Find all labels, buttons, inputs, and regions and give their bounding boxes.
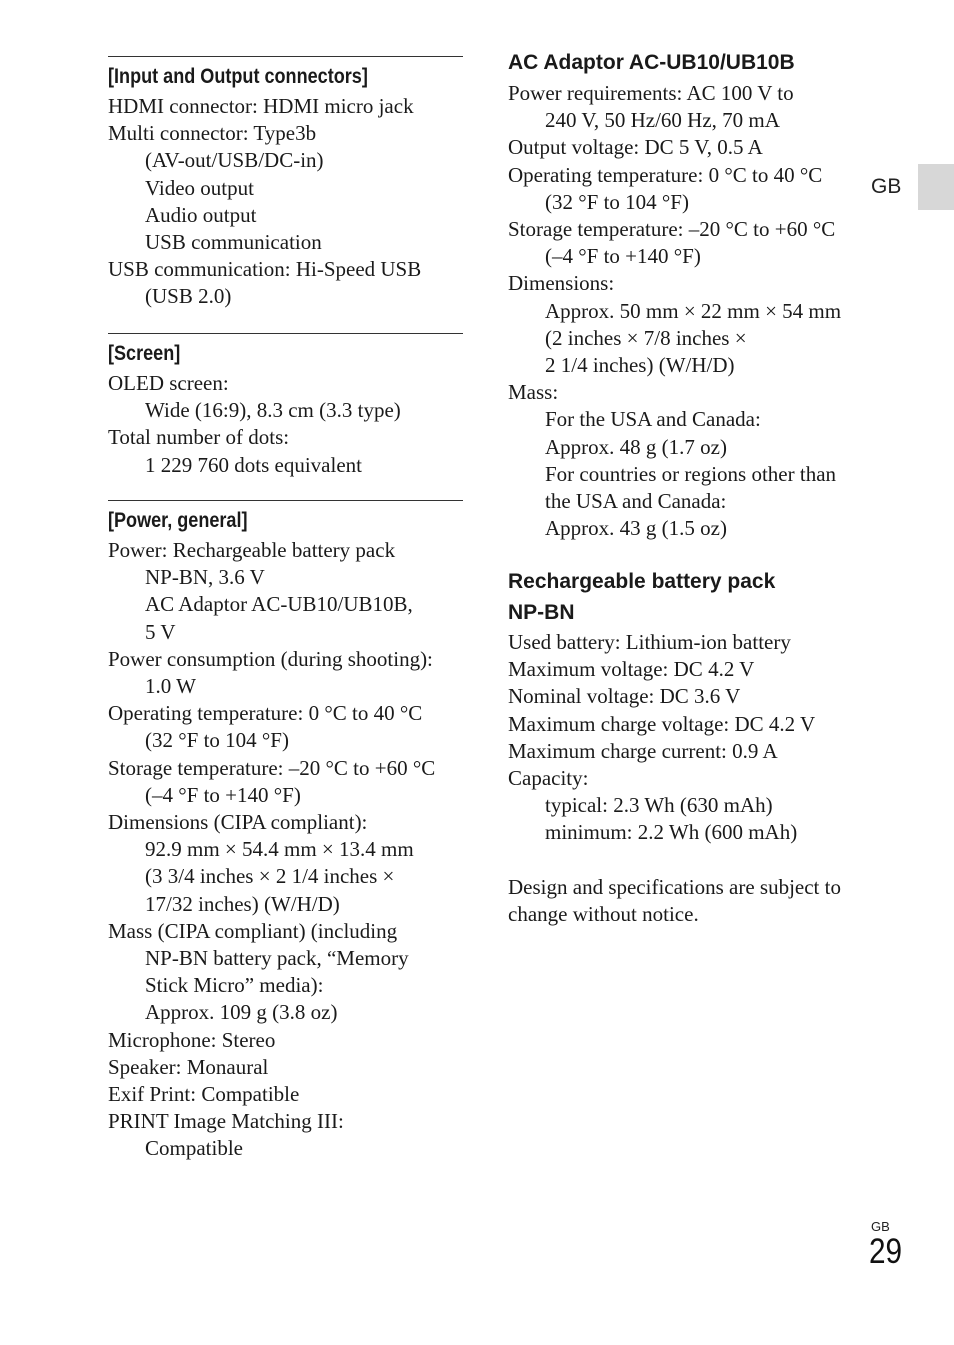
spec-line: Power requirements: AC 100 V to	[508, 81, 794, 105]
spec-line: Maximum charge voltage: DC 4.2 V	[508, 711, 816, 736]
spec-line: NP-BN battery pack, “Memory	[145, 946, 409, 971]
spec-line: Wide (16:9), 8.3 cm (3.3 type)	[145, 398, 401, 423]
section-heading-screen: [Screen]	[108, 342, 181, 365]
spec-line: Video output	[145, 175, 254, 200]
spec-line: Operating temperature: 0 °C to 40 °C	[508, 162, 823, 187]
spec-line: Approx. 43 g (1.5 oz)	[545, 516, 727, 541]
spec-line: Total number of dots:	[108, 425, 290, 450]
side-tab-label: GB	[871, 175, 902, 198]
spec-line: (2 inches × 7/8 inches ×	[545, 325, 747, 350]
section-heading-power-general: [Power, general]	[108, 509, 248, 532]
spec-line: Multi connector: Type3b	[108, 121, 317, 146]
input-output-section	[108, 56, 463, 311]
side-tab-marker	[918, 164, 954, 210]
spec-line: Speaker: Monaural	[108, 1054, 269, 1079]
spec-line: Maximum voltage: DC 4.2 V	[508, 657, 755, 682]
spec-line: 17/32 inches) (W/H/D)	[145, 891, 340, 916]
spec-line: Approx. 50 mm × 22 mm × 54 mm	[545, 298, 842, 323]
spec-line: Nominal voltage: DC 3.6 V	[508, 684, 741, 709]
spec-line: HDMI connector: HDMI micro jack	[108, 94, 414, 118]
spec-line: 92.9 mm × 54.4 mm × 13.4 mm	[145, 837, 414, 862]
notice-lines	[508, 874, 841, 928]
power-general-lines	[108, 537, 463, 1163]
spec-line: Microphone: Stereo	[108, 1027, 276, 1052]
spec-line: Used battery: Lithium-ion battery	[508, 630, 791, 654]
spec-line: NP-BN, 3.6 V	[145, 565, 265, 590]
footer-language: GB	[871, 1219, 890, 1234]
spec-line: typical: 2.3 Wh (630 mAh)	[545, 793, 773, 818]
spec-line: Exif Print: Compatible	[108, 1082, 300, 1107]
spec-line: Design and specifications are subject to	[508, 875, 841, 899]
ac-adaptor-lines	[508, 80, 841, 542]
spec-line: OLED screen:	[108, 371, 229, 395]
spec-line: Dimensions:	[508, 271, 615, 296]
section-heading-battery: Rechargeable battery pack	[508, 570, 776, 593]
spec-line: For countries or regions other than	[545, 461, 837, 486]
spec-line: Output voltage: DC 5 V, 0.5 A	[508, 135, 763, 160]
spec-line: Approx. 48 g (1.7 oz)	[545, 434, 727, 459]
spec-line: Maximum charge current: 0.9 A	[508, 738, 778, 763]
spec-line: For the USA and Canada:	[545, 407, 761, 432]
spec-line: 2 1/4 inches) (W/H/D)	[545, 353, 735, 378]
spec-line: 240 V, 50 Hz/60 Hz, 70 mA	[545, 108, 780, 133]
section-heading-input-output: [Input and Output connectors]	[108, 65, 368, 88]
section-heading-ac-adaptor: AC Adaptor AC-UB10/UB10B	[508, 51, 795, 74]
spec-line: Audio output	[145, 202, 257, 227]
spec-line: the USA and Canada:	[545, 489, 727, 514]
spec-line: AC Adaptor AC-UB10/UB10B,	[145, 592, 413, 617]
spec-line: Stick Micro” media):	[145, 973, 324, 998]
page-number: 29	[869, 1232, 903, 1271]
spec-line: (–4 °F to +140 °F)	[545, 244, 701, 269]
spec-line: Mass (CIPA compliant) (including	[108, 918, 398, 943]
battery-lines	[508, 629, 815, 847]
spec-line: change without notice.	[508, 902, 699, 927]
spec-line: Operating temperature: 0 °C to 40 °C	[108, 701, 423, 726]
screen-section	[108, 333, 463, 479]
spec-line: (3 3/4 inches × 2 1/4 inches ×	[145, 864, 395, 889]
spec-line: 1 229 760 dots equivalent	[145, 452, 362, 477]
power-general-section	[108, 500, 463, 1163]
spec-line: PRINT Image Matching III:	[108, 1109, 344, 1134]
spec-line: (32 °F to 104 °F)	[545, 189, 689, 214]
spec-line: Storage temperature: –20 °C to +60 °C	[108, 755, 436, 780]
spec-line: (AV-out/USB/DC-in)	[145, 148, 324, 173]
spec-line: 1.0 W	[145, 674, 196, 699]
spec-line: (USB 2.0)	[145, 284, 232, 309]
spec-line: Power: Rechargeable battery pack	[108, 538, 396, 562]
spec-line: Approx. 109 g (3.8 oz)	[145, 1000, 338, 1025]
spec-line: (–4 °F to +140 °F)	[145, 782, 301, 807]
spec-line: USB communication	[145, 230, 322, 255]
spec-line: Power consumption (during shooting):	[108, 646, 433, 671]
spec-line: Compatible	[145, 1136, 243, 1161]
spec-line: Mass:	[508, 380, 559, 405]
screen-lines	[108, 370, 463, 479]
spec-line: Dimensions (CIPA compliant):	[108, 810, 368, 835]
spec-line: Storage temperature: –20 °C to +60 °C	[508, 217, 836, 242]
spec-line: (32 °F to 104 °F)	[145, 728, 289, 753]
spec-line: 5 V	[145, 619, 176, 644]
input-output-lines	[108, 93, 463, 311]
spec-line: minimum: 2.2 Wh (600 mAh)	[545, 820, 798, 845]
section-heading-battery-model: NP-BN	[508, 601, 575, 624]
spec-line: Capacity:	[508, 766, 589, 791]
spec-line: USB communication: Hi-Speed USB	[108, 257, 422, 282]
